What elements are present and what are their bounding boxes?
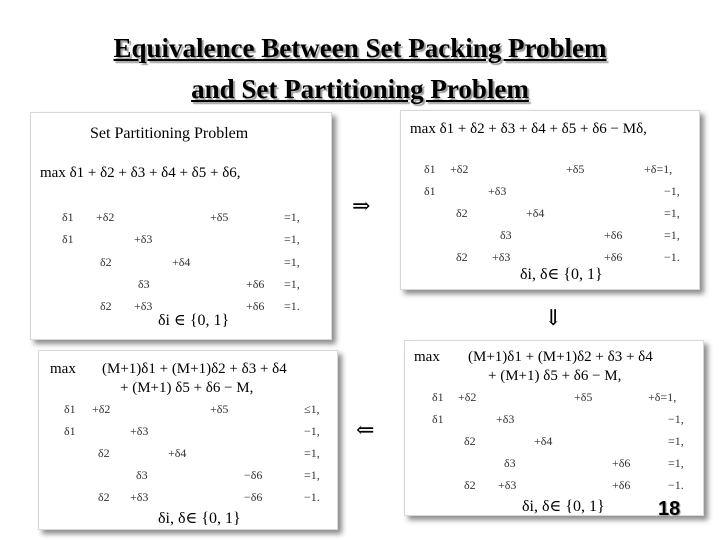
constraint-term: δ3: [500, 228, 512, 242]
constraint-term: δ2: [464, 478, 476, 492]
constraint-term: =1,: [668, 456, 684, 470]
constraint-term: +δ4: [534, 434, 553, 448]
constraint-term: δ2: [98, 446, 110, 460]
constraint-term: −1.: [664, 250, 680, 264]
slide-title-line1: Equivalence Between Set Packing Problem: [113, 33, 607, 63]
constraint-term: +δ5: [574, 390, 593, 404]
set-partitioning-objective: max δ1 + δ2 + δ3 + δ4 + δ5 + δ6,: [40, 165, 241, 181]
constraint-term: =1,: [664, 228, 680, 242]
constraint-term: +δ=1,: [644, 162, 673, 176]
constraint-term: +δ3: [130, 490, 149, 504]
constraint-term: δ1: [62, 210, 74, 224]
transformed-partitioning-objective-line1: (M+1)δ1 + (M+1)δ2 + δ3 + δ4: [468, 349, 653, 365]
transformed-packing-max: max: [50, 361, 76, 377]
constraint-term: =1,: [284, 277, 300, 291]
constraint-term: δ2: [98, 490, 110, 504]
transformed-partitioning-objective-line2: + (M+1) δ5 + δ6 − M,: [488, 368, 622, 384]
transformed-partitioning-domain: δi, δ∈ {0, 1}: [522, 498, 605, 515]
constraint-term: +δ3: [498, 478, 517, 492]
constraint-term: +δ3: [488, 184, 507, 198]
constraint-term: +δ3: [492, 250, 511, 264]
constraint-term: +δ2: [458, 390, 477, 404]
constraint-term: +δ5: [566, 162, 585, 176]
transformed-packing-objective-line1: (M+1)δ1 + (M+1)δ2 + δ3 + δ4: [102, 361, 287, 377]
constraint-term: =1,: [664, 206, 680, 220]
implies-right-arrow: ⇒: [352, 193, 371, 218]
transformed-packing-domain: δi, δ∈ {0, 1}: [158, 510, 241, 527]
constraint-term: δ2: [100, 255, 112, 269]
constraint-term: +δ4: [172, 255, 191, 269]
constraint-term: δ3: [504, 456, 516, 470]
constraint-term: +δ6: [612, 456, 631, 470]
transformed-partitioning-max: max: [414, 349, 440, 365]
constraint-term: −δ6: [244, 468, 263, 482]
constraint-term: ≤1,: [304, 402, 320, 416]
constraint-term: =1,: [284, 232, 300, 246]
constraint-term: −1,: [304, 424, 320, 438]
constraint-term: +δ3: [130, 424, 149, 438]
set-partitioning-heading: Set Partitioning Problem: [90, 125, 249, 142]
constraint-term: +δ3: [134, 232, 153, 246]
constraint-term: =1,: [304, 446, 320, 460]
constraint-term: −1,: [664, 184, 680, 198]
constraint-term: +δ3: [134, 299, 153, 313]
constraint-term: +δ6: [246, 299, 265, 313]
constraint-term: δ1: [64, 424, 76, 438]
constraint-term: δ2: [464, 434, 476, 448]
constraint-term: +δ2: [450, 162, 469, 176]
constraint-term: δ3: [136, 468, 148, 482]
constraint-term: +δ4: [168, 446, 187, 460]
transformed-packing-objective-line2: + (M+1) δ5 + δ6 − M,: [120, 380, 254, 396]
constraint-term: δ2: [456, 206, 468, 220]
constraint-term: δ1: [424, 184, 436, 198]
constraint-term: +δ4: [526, 206, 545, 220]
constraint-term: −1.: [668, 478, 684, 492]
implies-down-arrow: ⇓: [544, 305, 563, 330]
constraint-term: +δ6: [604, 250, 623, 264]
constraint-term: δ1: [62, 232, 74, 246]
constraint-term: +δ2: [96, 210, 115, 224]
set-packing-formulation-domain: δi, δ∈ {0, 1}: [520, 266, 603, 283]
implies-left-arrow: ⇐: [356, 417, 375, 442]
constraint-term: δ2: [456, 250, 468, 264]
set-partitioning-domain: δi ∈ {0, 1}: [158, 312, 230, 329]
page-number: 18: [658, 498, 681, 520]
constraint-term: +δ3: [496, 412, 515, 426]
constraint-term: +δ6: [604, 228, 623, 242]
constraint-term: +δ6: [246, 277, 265, 291]
constraint-term: δ3: [138, 277, 150, 291]
slide-title-line2: and Set Partitioning Problem: [191, 74, 529, 104]
constraint-term: =1,: [304, 468, 320, 482]
constraint-term: −1.: [304, 490, 320, 504]
constraint-term: +δ6: [612, 478, 631, 492]
constraint-term: +δ5: [210, 210, 229, 224]
constraint-term: =1.: [284, 299, 300, 313]
constraint-term: δ2: [100, 299, 112, 313]
constraint-term: +δ=1,: [648, 390, 677, 404]
constraint-term: −δ6: [244, 490, 263, 504]
constraint-term: +δ5: [210, 402, 229, 416]
constraint-term: δ1: [432, 390, 444, 404]
constraint-term: δ1: [432, 412, 444, 426]
constraint-term: +δ2: [92, 402, 111, 416]
constraint-term: δ1: [424, 162, 436, 176]
constraint-term: =1,: [668, 434, 684, 448]
constraint-term: −1,: [668, 412, 684, 426]
constraint-term: =1,: [284, 210, 300, 224]
constraint-term: =1,: [284, 255, 300, 269]
set-packing-formulation-objective: max δ1 + δ2 + δ3 + δ4 + δ5 + δ6 − Mδ,: [410, 121, 647, 137]
constraint-term: δ1: [64, 402, 76, 416]
